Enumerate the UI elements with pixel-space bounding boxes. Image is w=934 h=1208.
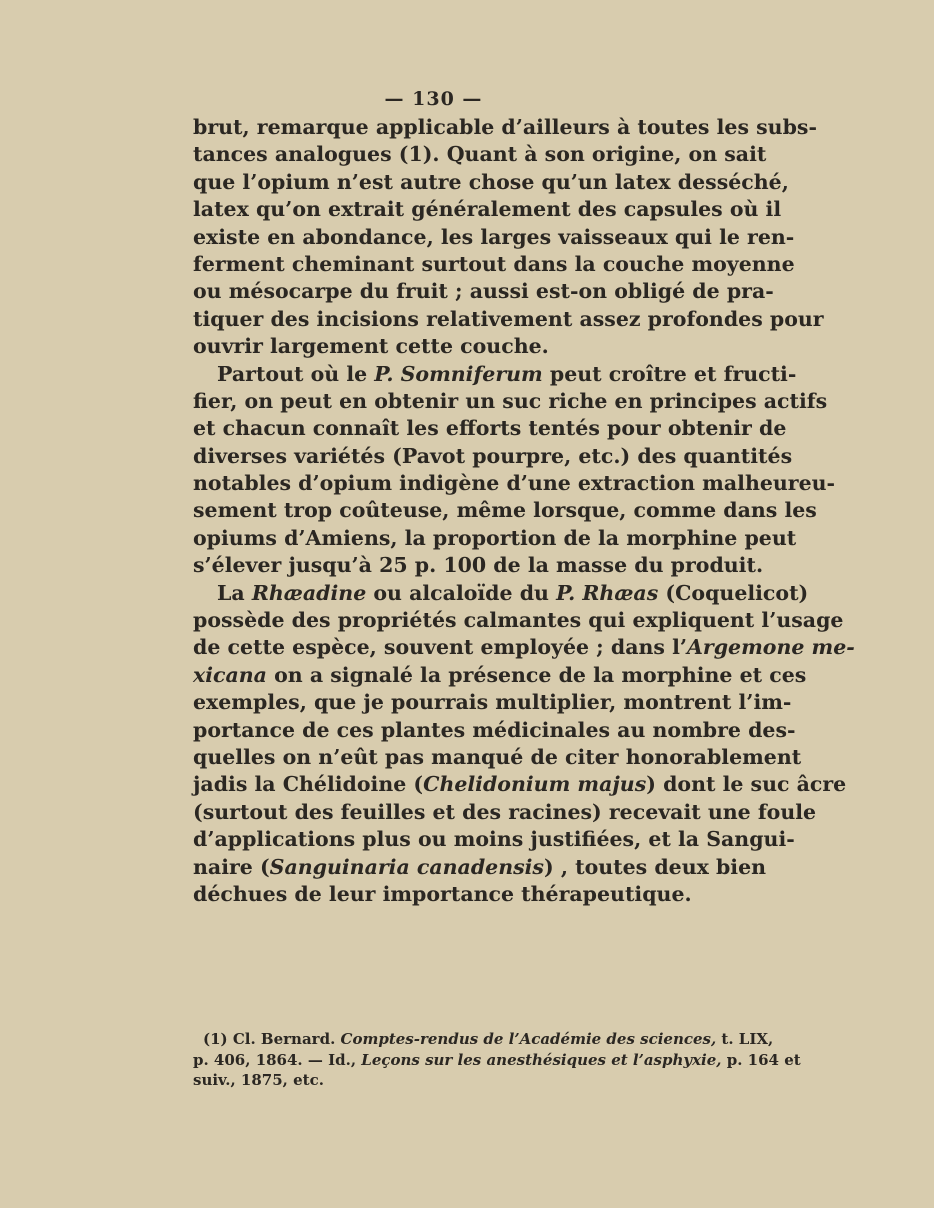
text-line: tiquer des incisions relativement assez profondes pour xyxy=(193,306,824,331)
footnote-line xyxy=(193,1029,774,1050)
text-line: et chacun connaît les efforts tentés pour obtenir de xyxy=(193,416,787,441)
paragraph xyxy=(193,114,824,361)
text-line: ouvrir largement cette couche. xyxy=(193,334,549,359)
footnote xyxy=(193,1029,801,1091)
text-run: p. 164 et xyxy=(721,1050,801,1069)
text-line: notables d’opium indigène d’une extraction malheureu- xyxy=(193,471,836,496)
text-line: ferment cheminant surtout dans la couche moyenne xyxy=(193,251,795,276)
text-line: existe en abondance, les larges vaisseaux qui le ren- xyxy=(193,224,795,249)
text-line xyxy=(193,580,809,607)
text-run: ou alcaloïde du xyxy=(366,580,557,605)
italic-run: Comptes-rendus de l’Académie des sciences, xyxy=(340,1030,717,1048)
page-number xyxy=(0,88,934,110)
italic-run: Leçons sur les anesthésiques et l’asphyxie, xyxy=(361,1050,722,1069)
text-line: d’applications plus ou moins justifiées, et la Sangui- xyxy=(193,827,795,852)
text-line: diverses variétés (Pavot pourpre, etc.) des quantités xyxy=(193,443,793,468)
text-run: naire ( xyxy=(193,854,270,879)
text-line: déchues de leur importance thérapeutique. xyxy=(193,881,692,906)
text-line: fier, on peut en obtenir un suc riche en principes actifs xyxy=(193,388,828,413)
text-run: t. LIX, xyxy=(716,1030,774,1048)
text-line: tances analogues (1). Quant à son origine, on sait xyxy=(193,142,767,167)
italic-run: Sanguinaria canadensis xyxy=(269,854,544,879)
text-line: s’élever jusqu’à 25 p. 100 de la masse du produit. xyxy=(193,553,764,578)
text-run: ) , toutes deux bien xyxy=(543,854,767,879)
page-number-text: — 130 — xyxy=(384,88,483,110)
text-line: sement trop coûteuse, même lorsque, comme dans les xyxy=(193,498,817,523)
text-line xyxy=(193,854,767,881)
footnote-line: suiv., 1875, etc. xyxy=(193,1071,324,1089)
footnote-line xyxy=(193,1050,801,1071)
text-line: brut, remarque applicable d’ailleurs à toutes les subs- xyxy=(193,115,817,139)
paragraph xyxy=(193,361,836,580)
italic-run: Rhæadine xyxy=(251,580,367,605)
text-line: quelles on n’eût pas manqué de citer honorablement xyxy=(193,744,802,769)
text-run: (1) Cl. Bernard. xyxy=(203,1030,341,1048)
text-line xyxy=(193,771,847,798)
text-run: on a signalé la présence de la morphine et ces xyxy=(266,662,807,687)
text-run: ) dont le suc âcre xyxy=(646,772,847,797)
italic-run: Chelidonium majus xyxy=(423,772,647,797)
italic-run: P. Rhæas xyxy=(556,580,659,605)
text-run: peut croître et fructi- xyxy=(542,361,797,386)
text-line xyxy=(193,634,855,661)
text-run: La xyxy=(217,580,252,605)
text-line: que l’opium n’est autre chose qu’un latex desséché, xyxy=(193,169,789,194)
text-line xyxy=(193,361,797,388)
paragraph xyxy=(193,580,855,909)
italic-run: P. Somniferum xyxy=(374,361,543,386)
text-line: possède des propriétés calmantes qui expliquent l’usage xyxy=(193,608,844,633)
text-line: ou mésocarpe du fruit ; aussi est-on obligé de pra- xyxy=(193,279,774,304)
text-line: opiums d’Amiens, la proportion de la morphine peut xyxy=(193,525,797,550)
text-run: de cette espèce, souvent employée ; dans l’ xyxy=(193,635,687,660)
text-line xyxy=(193,662,807,689)
text-run: Partout où le xyxy=(217,361,375,386)
text-run: p. 406, 1864. — Id., xyxy=(193,1050,362,1069)
text-line: latex qu’on extrait généralement des capsules où il xyxy=(193,197,782,222)
italic-run: Argemone me- xyxy=(687,635,855,660)
text-run: (Coquelicot) xyxy=(658,580,809,605)
text-line: portance de ces plantes médicinales au nombre des- xyxy=(193,717,796,742)
italic-run: xicana xyxy=(193,662,267,687)
text-line: exemples, que je pourrais multiplier, montrent l’im- xyxy=(193,690,792,715)
text-run: jadis la Chélidoine ( xyxy=(193,772,424,797)
text-line: (surtout des feuilles et des racines) recevait une foule xyxy=(193,799,817,824)
body-text xyxy=(193,114,855,908)
